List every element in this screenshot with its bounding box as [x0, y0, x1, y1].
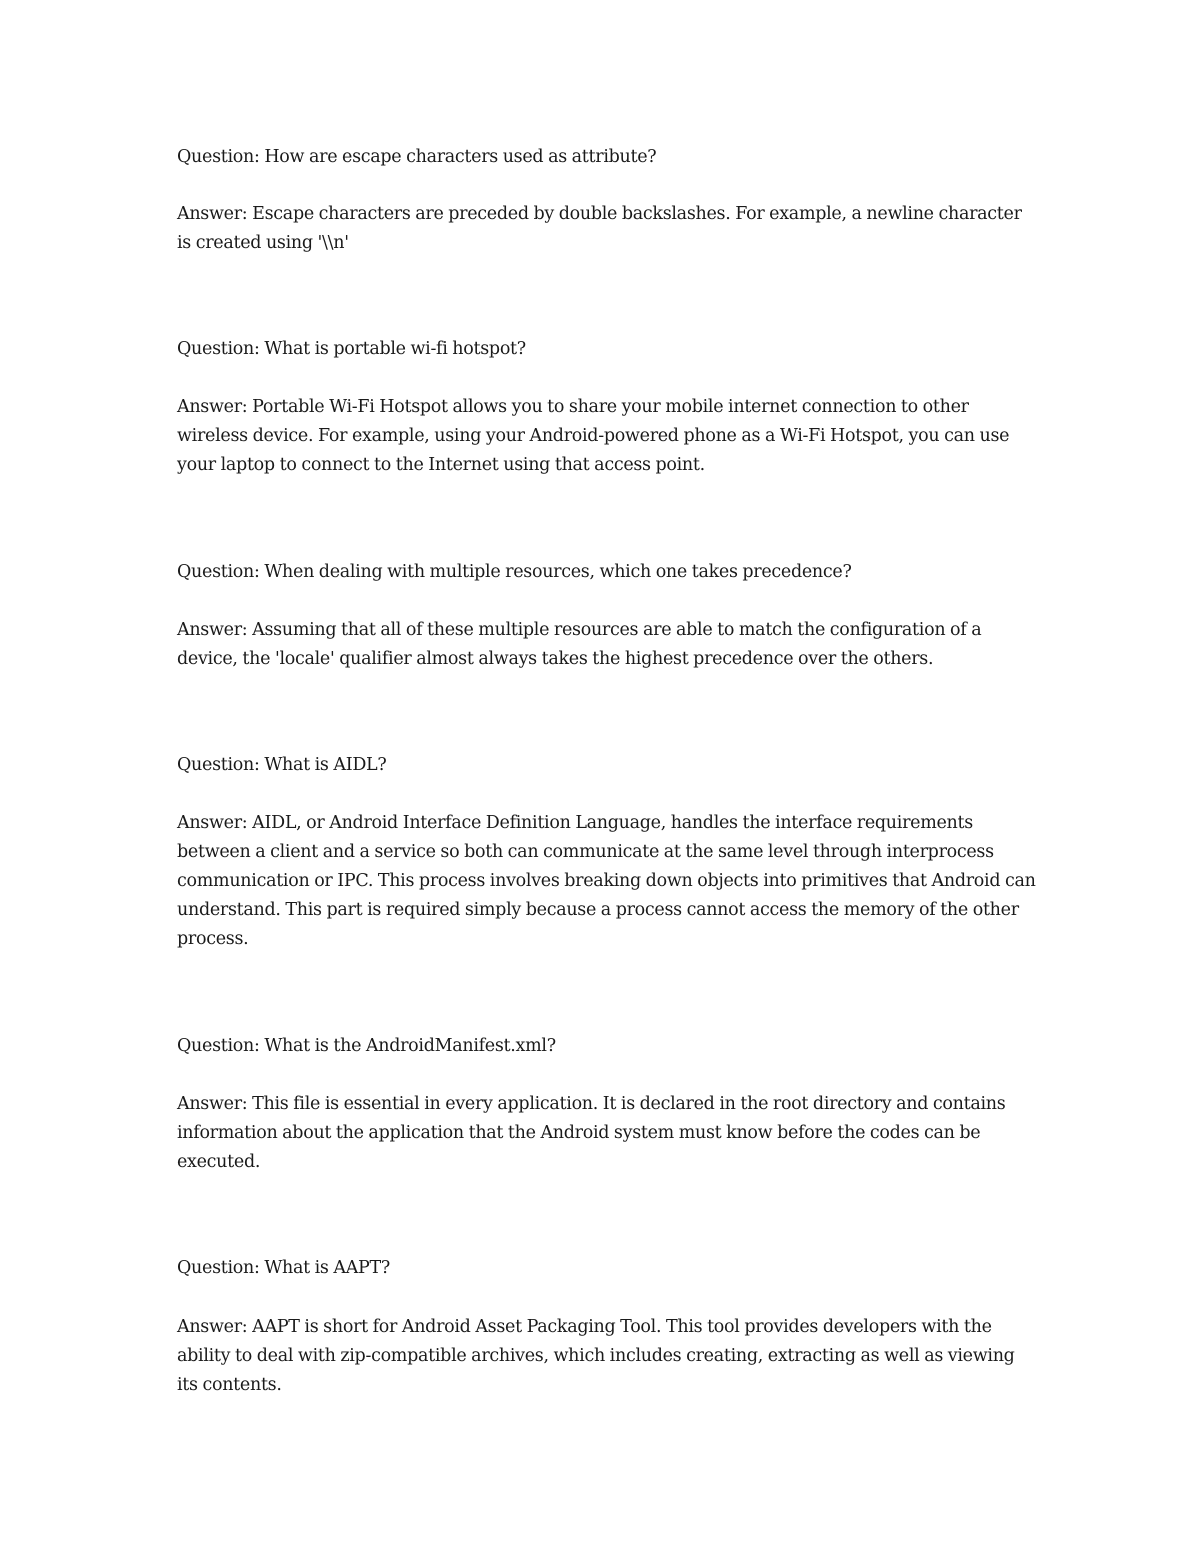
answer-text: Answer: Assuming that all of these multiple resources are able to match the configuration of a device, the 'locale' qualifier almost always takes the highest precedence over the others. — [177, 620, 982, 669]
question-text: Question: How are escape characters used as attribute? — [177, 147, 657, 167]
question-text: Question: What is AIDL? — [177, 755, 387, 775]
question-text: Question: When dealing with multiple resources, which one takes precedence? — [177, 562, 852, 582]
answer-text: Answer: AIDL, or Android Interface Definition Language, handles the interface requirements between a client and a service so both can communicate at the same level through interprocess communication or IPC. This process involves breaking down objects into primitives that Android can understand. This part is required simply because a process cannot access the memory of the other process. — [177, 813, 1036, 949]
question-text: Question: What is the AndroidManifest.xml? — [177, 1036, 556, 1056]
answer-text: Answer: AAPT is short for Android Asset Packaging Tool. This tool provides developers with the ability to deal with zip-compatible archives, which includes creating, extracting as well as viewing its contents. — [177, 1317, 1015, 1395]
question-text: Question: What is portable wi-fi hotspot? — [177, 339, 526, 359]
answer-text: Answer: Escape characters are preceded by double backslashes. For example, a newline character is created using '\\n' — [177, 204, 1022, 253]
answer-text: Answer: Portable Wi-Fi Hotspot allows you to share your mobile internet connection to other wireless device. For example, using your Android-powered phone as a Wi-Fi Hotspot, you can use your laptop to connect to the Internet using that access point. — [177, 397, 1010, 475]
answer-text: Answer: This file is essential in every application. It is declared in the root directory and contains information about the application that the Android system must know before the codes can be executed. — [177, 1094, 1006, 1172]
question-text: Question: What is AAPT? — [177, 1258, 390, 1278]
